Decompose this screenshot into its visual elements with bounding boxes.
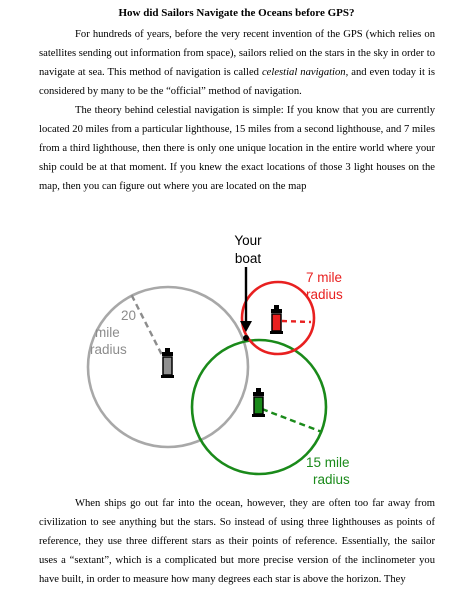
lighthouse-triangulation-diagram — [0, 222, 473, 492]
boat-location-dot — [243, 335, 249, 341]
paragraph-intro — [39, 25, 435, 101]
label-20-line1: 20 — [121, 308, 137, 323]
green-lighthouse-icon — [252, 388, 265, 417]
page-title: How did Sailors Navigate the Oceans before GPS? — [118, 7, 355, 19]
paragraph-intro-text: For hundreds of years, before the very recent invention of the GPS (which relies on satellites sending out information from space), sailors relied on the stars in the sky in order to navigate at sea. This method of navigation is called — [39, 29, 435, 78]
paragraph-theory-text: The theory behind celestial navigation is simple: If you know that you are currently located 20 miles from a particular lighthouse, 15 miles from a second lighthouse, and 7 miles from a third lighthouse, then there is only one unique location in the entire world where your ship could be at that moment. If you knew the exact locations of those 3 light houses on the map, then you can figure out where you are located on the map — [39, 105, 435, 192]
paragraph-intro-text-end: and even today it is considered by many to be the “official” method of navigation. — [39, 67, 436, 97]
label-15-line2: radius — [313, 472, 350, 487]
gray-radius-line — [130, 292, 166, 363]
boat-label-line2: boat — [234, 251, 262, 266]
red-lighthouse-icon — [270, 305, 283, 334]
paragraph-theory — [39, 101, 435, 196]
label-7-line1: 7 mile — [306, 270, 343, 285]
red-radius-line — [282, 321, 311, 322]
label-20-line2: mile — [95, 325, 120, 340]
label-7-line2: radius — [306, 287, 343, 302]
label-20-line3: radius — [90, 342, 127, 357]
green-radius-line — [262, 409, 322, 432]
paragraph-stars — [39, 494, 435, 589]
celestial-navigation-term: celestial navigation, — [261, 67, 349, 78]
label-15-line1: 15 mile — [306, 455, 350, 470]
gray-lighthouse-icon — [161, 348, 174, 378]
paragraph-stars-text: When ships go out far into the ocean, however, they are often too far away from civilization to see anything but the stars. So instead of using three lighthouses as points of reference, they use three different stars as their points of reference. Essentially, the sailor uses a “sextant”, which is a complicated but more precise version of the inclinometer you have built, in order to measure how many degrees each star is above the horizon. They — [39, 498, 435, 585]
boat-label-line1: Your — [234, 233, 262, 248]
